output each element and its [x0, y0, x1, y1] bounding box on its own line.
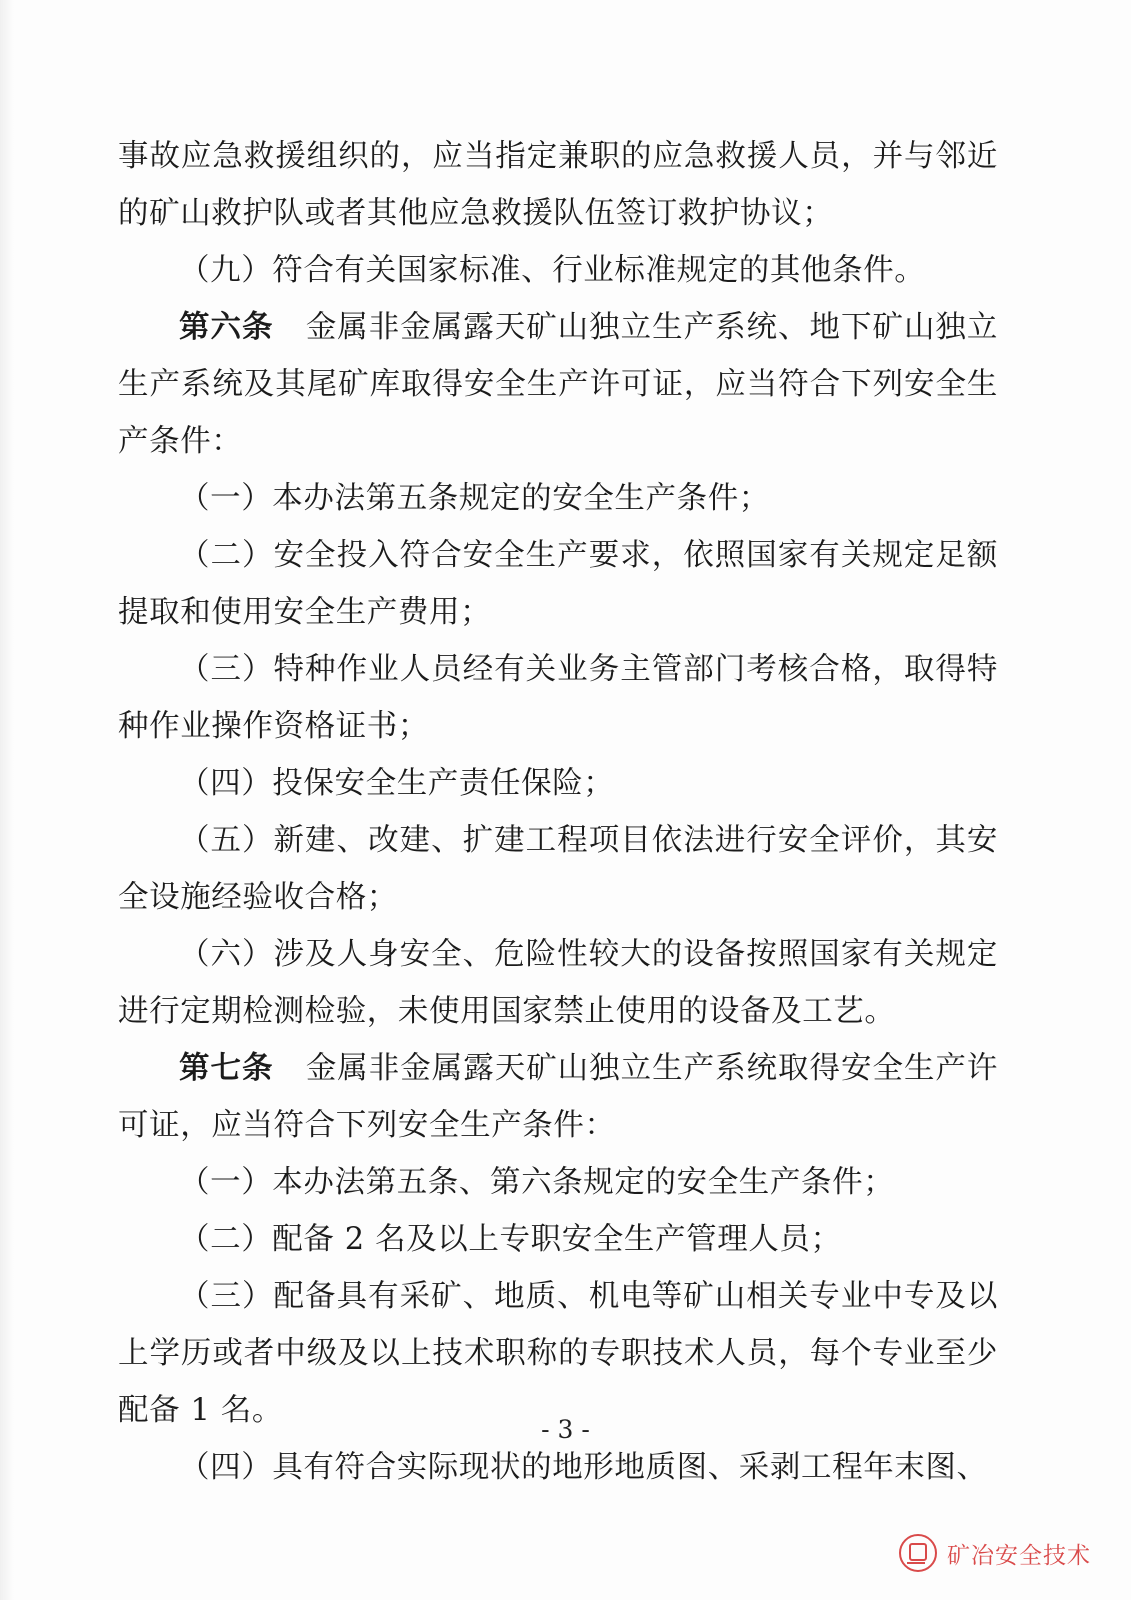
- watermark-label: 矿冶安全技术: [947, 1542, 1091, 1569]
- paragraph: （五）新建、改建、扩建工程项目依法进行安全评价，其安全设施经验收合格；: [118, 823, 998, 915]
- article-number: 第六条: [179, 309, 274, 345]
- paragraph: （三）配备具有采矿、地质、机电等矿山相关专业中专及以上学历或者中级及以上技术职称的专职技术人员，每个专业至少配备 1 名。: [118, 1279, 998, 1428]
- paragraph: （六）涉及人身安全、危险性较大的设备按照国家有关规定进行定期检测检验，未使用国家禁止使用的设备及工艺。: [118, 937, 998, 1029]
- page-number: - 3 -: [541, 1415, 590, 1444]
- scan-shadow-edge: [0, 0, 14, 1600]
- paragraph: （二）配备 2 名及以上专职安全生产管理人员；: [179, 1222, 842, 1257]
- article-paragraph: [118, 299, 998, 470]
- paragraph: （九）符合有关国家标准、行业标准规定的其他条件。: [179, 253, 926, 288]
- paragraph: 事故应急救援组织的，应当指定兼职的应急救援人员，并与邻近的矿山救护队或者其他应急救援队伍签订救护协议；: [118, 139, 998, 231]
- article-number: 第七条: [179, 1050, 274, 1086]
- article-text: 金属非金属露天矿山独立生产系统取得安全生产许可证，应当符合下列安全生产条件：: [118, 1051, 998, 1143]
- paragraph: （四）具有符合实际现状的地形地质图、采剥工程年末图、: [179, 1450, 988, 1485]
- article-paragraph: [118, 1040, 998, 1154]
- paragraph: （三）特种作业人员经有关业务主管部门考核合格，取得特种作业操作资格证书；: [118, 652, 998, 744]
- paragraph: （二）安全投入符合安全生产要求，依照国家有关规定足额提取和使用安全生产费用；: [118, 538, 998, 630]
- document-text-body: [118, 128, 998, 1496]
- paragraph: （四）投保安全生产责任保险；: [179, 766, 615, 801]
- watermark-badge: [899, 1534, 1091, 1572]
- paragraph: （一）本办法第五条、第六条规定的安全生产条件；: [179, 1165, 895, 1200]
- paragraph: （一）本办法第五条规定的安全生产条件；: [179, 481, 770, 516]
- mining-safety-logo-icon: [899, 1534, 937, 1572]
- article-text: 金属非金属露天矿山独立生产系统、地下矿山独立生产系统及其尾矿库取得安全生产许可证，应当符合下列安全生产条件：: [118, 310, 998, 459]
